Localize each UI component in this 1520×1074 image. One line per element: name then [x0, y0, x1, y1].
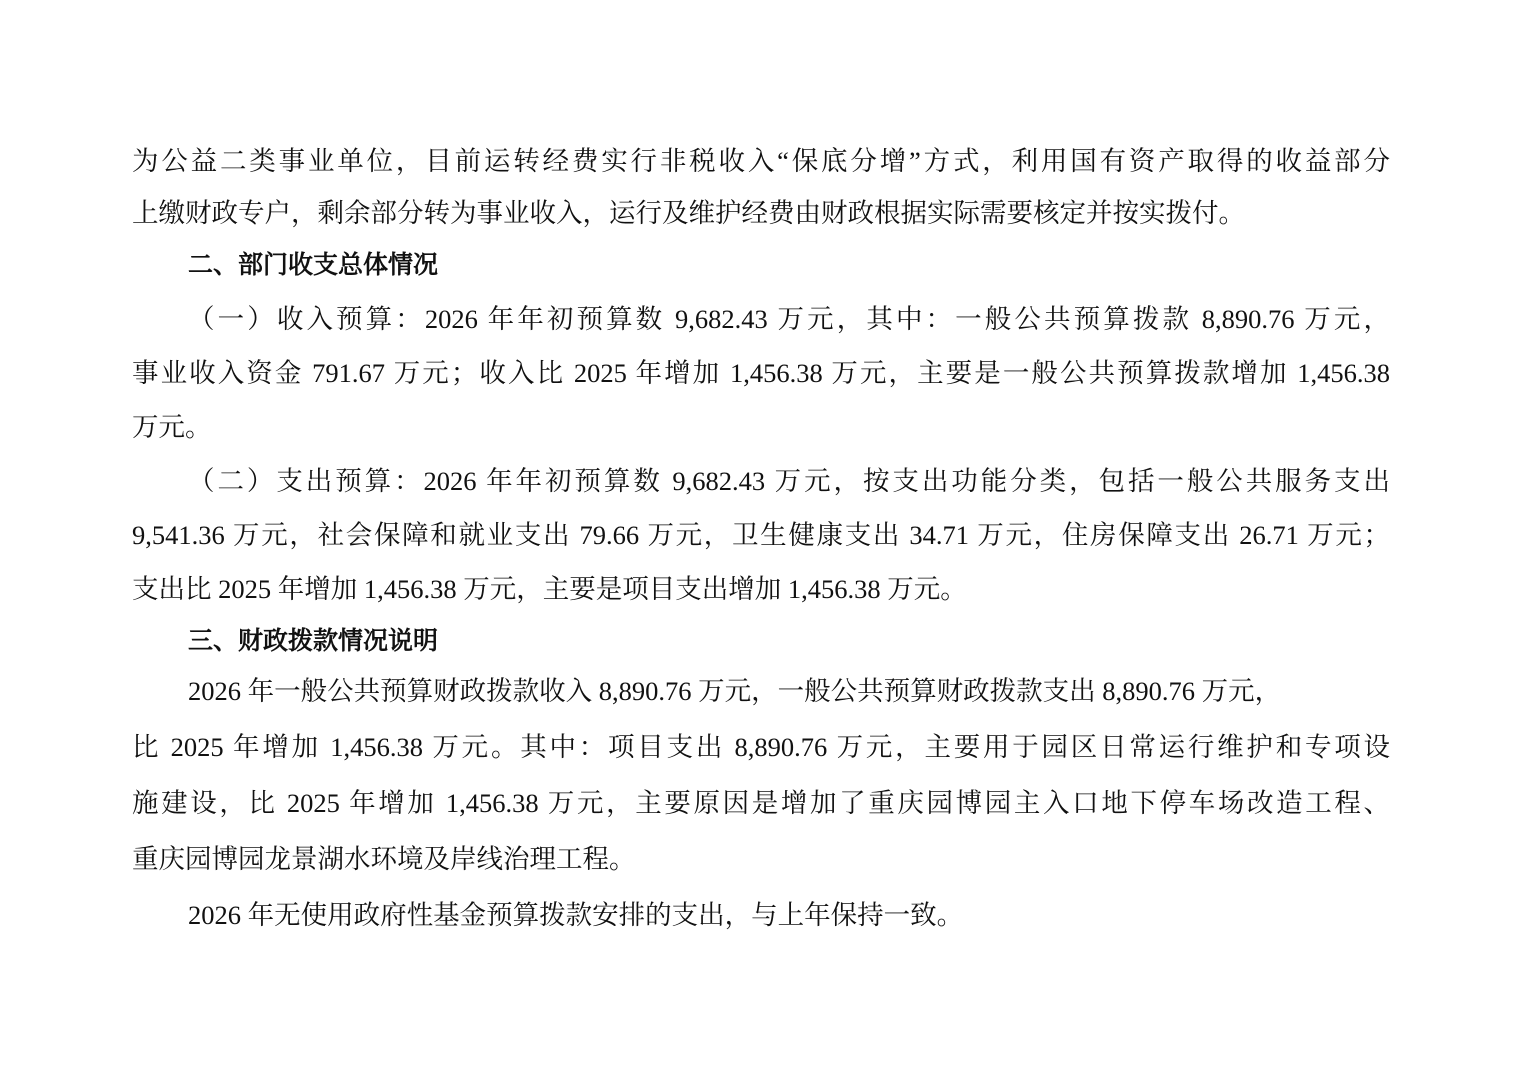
paragraph-line: 重庆园博园龙景湖水环境及岸线治理工程。 [132, 844, 636, 874]
paragraph-line: 上缴财政专户，剩余部分转为事业收入，运行及维护经费由财政根据实际需要核定并按实拨付。 [132, 198, 1245, 228]
section-heading-3: 三、财政拨款情况说明 [188, 626, 439, 655]
paragraph-line: 事业收入资金 791.67 万元；收入比 2025 年增加 1,456.38 万元，主要是一般公共预算拨款增加 1,456.38 [132, 358, 1390, 388]
paragraph-line: 2026 年无使用政府性基金预算拨款安排的支出，与上年保持一致。 [188, 900, 964, 930]
paragraph-line: 2026 年一般公共预算财政拨款收入 8,890.76 万元，一般公共预算财政拨款支出 8,890.76 万元， [188, 676, 1282, 706]
paragraph-line: 施建设，比 2025 年增加 1,456.38 万元，主要原因是增加了重庆园博园主入口地下停车场改造工程、 [132, 788, 1390, 818]
paragraph-line: 支出比 2025 年增加 1,456.38 万元，主要是项目支出增加 1,456.38 万元。 [132, 574, 967, 604]
paragraph-line: （一）收入预算：2026 年年初预算数 9,682.43 万元，其中：一般公共预算拨款 8,890.76 万元， [188, 304, 1390, 334]
paragraph-line: 9,541.36 万元，社会保障和就业支出 79.66 万元，卫生健康支出 34.71 万元，住房保障支出 26.71 万元； [132, 520, 1390, 550]
paragraph-line: （二）支出预算：2026 年年初预算数 9,682.43 万元，按支出功能分类，包括一般公共服务支出 [188, 466, 1390, 496]
section-heading-2: 二、部门收支总体情况 [188, 250, 439, 279]
paragraph-line: 为公益二类事业单位，目前运转经费实行非税收入“保底分增”方式，利用国有资产取得的收益部分 [132, 146, 1390, 176]
paragraph-line: 比 2025 年增加 1,456.38 万元。其中：项目支出 8,890.76 万元，主要用于园区日常运行维护和专项设 [132, 732, 1390, 762]
paragraph-line: 万元。 [132, 412, 212, 442]
